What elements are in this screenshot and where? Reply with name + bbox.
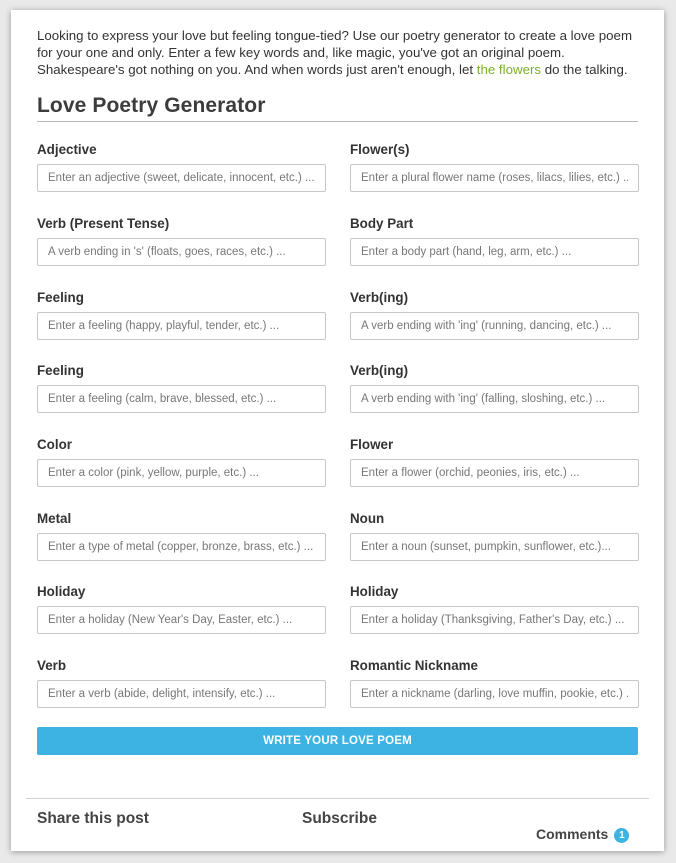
comments-heading[interactable] <box>536 826 629 843</box>
field-label: Verb(ing) <box>350 290 409 305</box>
field-label: Holiday <box>350 584 399 599</box>
field-label: Body Part <box>350 216 414 231</box>
field-label: Verb(ing) <box>350 363 409 378</box>
field-noun <box>350 511 639 561</box>
field-holiday-1 <box>37 584 326 634</box>
holiday-input-2[interactable] <box>350 606 639 634</box>
field-label: Feeling <box>37 290 84 305</box>
comments-count-badge: 1 <box>614 828 629 843</box>
flowers-link[interactable]: the flowers <box>476 62 542 77</box>
verbing-input-2[interactable] <box>350 385 639 413</box>
page-title: Love Poetry Generator <box>37 94 638 122</box>
feeling-input-2[interactable] <box>37 385 326 413</box>
nickname-input[interactable] <box>350 680 639 708</box>
field-label: Noun <box>350 511 385 526</box>
field-color <box>37 437 326 487</box>
feeling-input-1[interactable] <box>37 312 326 340</box>
color-input[interactable] <box>37 459 326 487</box>
subscribe-heading[interactable]: Subscribe <box>302 810 377 827</box>
verb-input[interactable] <box>37 680 326 708</box>
share-post-heading[interactable]: Share this post <box>37 810 149 827</box>
field-adjective <box>37 142 326 192</box>
field-label: Adjective <box>37 142 97 157</box>
intro-text: Looking to express your love but feeling tongue-tied? Use our poetry generator to create a love poem for your one and only. Enter a few key words and, like magic, you've got an original poem. Shakespeare's got nothing on you. And when words just aren't enough, let <box>37 28 633 77</box>
field-verb-present <box>37 216 326 266</box>
holiday-input-1[interactable] <box>37 606 326 634</box>
field-label: Verb <box>37 658 67 673</box>
field-metal <box>37 511 326 561</box>
field-verb <box>37 658 326 708</box>
field-verbing-2 <box>350 363 639 413</box>
verb-present-input[interactable] <box>37 238 326 266</box>
body-part-input[interactable] <box>350 238 639 266</box>
flowers-input[interactable] <box>350 164 639 192</box>
verbing-input-1[interactable] <box>350 312 639 340</box>
field-label: Flower <box>350 437 394 452</box>
field-label: Flower(s) <box>350 142 410 157</box>
comments-label: Comments <box>536 826 609 842</box>
intro-paragraph <box>37 27 647 78</box>
field-flowers <box>350 142 639 192</box>
field-label: Holiday <box>37 584 86 599</box>
footer-divider <box>26 798 649 799</box>
field-label: Verb (Present Tense) <box>37 216 170 231</box>
field-verbing-1 <box>350 290 639 340</box>
field-feeling-1 <box>37 290 326 340</box>
field-feeling-2 <box>37 363 326 413</box>
metal-input[interactable] <box>37 533 326 561</box>
field-flower <box>350 437 639 487</box>
field-label: Romantic Nickname <box>350 658 478 673</box>
adjective-input[interactable] <box>37 164 326 192</box>
field-holiday-2 <box>350 584 639 634</box>
field-label: Color <box>37 437 72 452</box>
flower-input[interactable] <box>350 459 639 487</box>
field-body-part <box>350 216 639 266</box>
noun-input[interactable] <box>350 533 639 561</box>
page-card <box>11 10 664 851</box>
write-love-poem-button[interactable]: WRITE YOUR LOVE POEM <box>37 727 638 755</box>
intro-text-end: do the talking. <box>541 62 628 77</box>
field-label: Metal <box>37 511 72 526</box>
field-romantic-nickname <box>350 658 639 708</box>
field-label: Feeling <box>37 363 84 378</box>
